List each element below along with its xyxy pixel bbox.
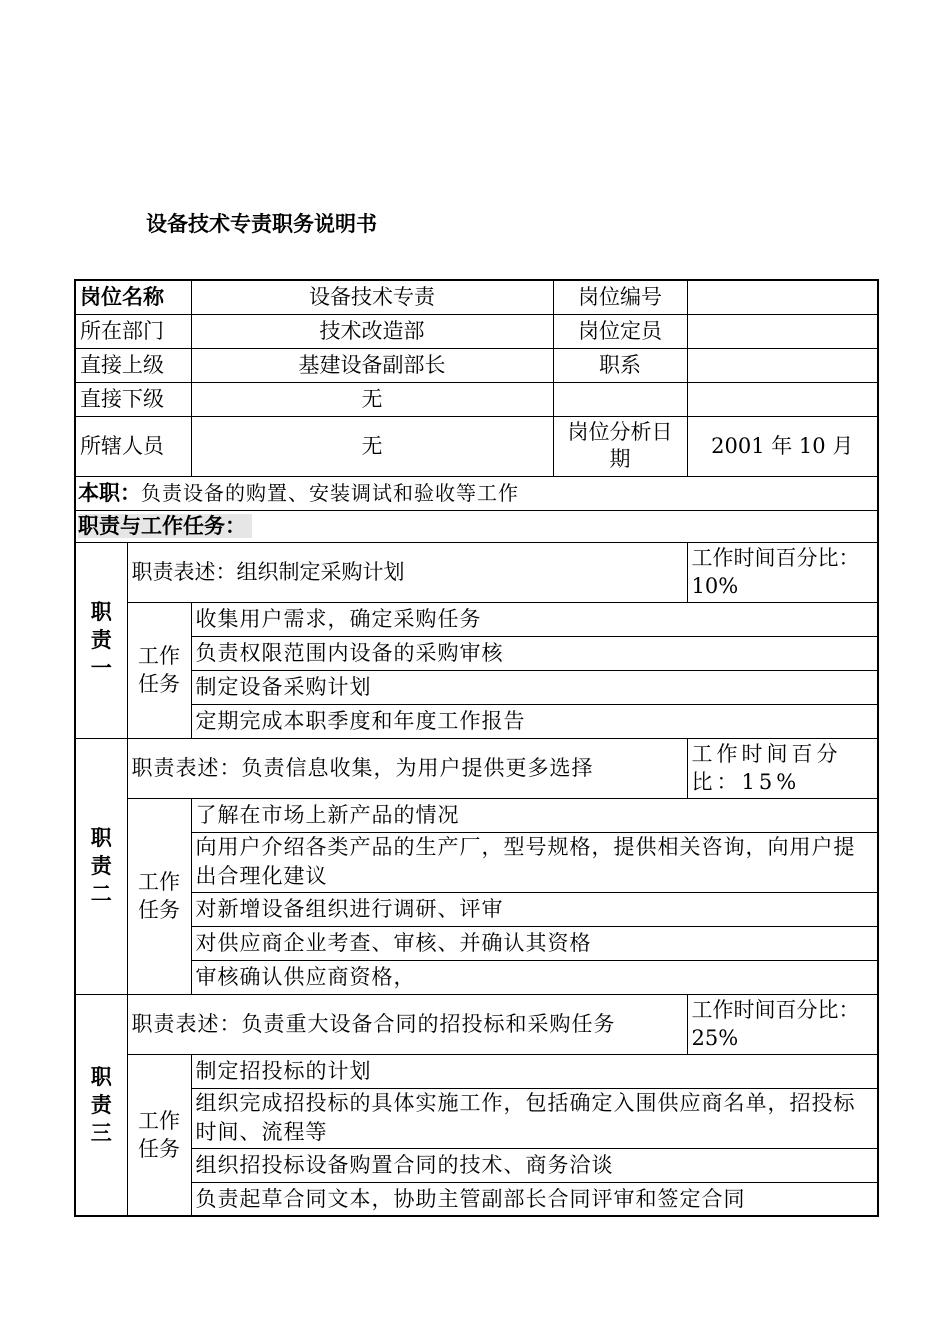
date-value: 2001 年 10 月 — [687, 416, 878, 476]
dept-label: 所在部门 — [75, 314, 191, 348]
staff-label: 所辖人员 — [75, 416, 191, 476]
series-value — [687, 348, 878, 382]
duty-3-task-1: 制定招投标的计划 — [191, 1054, 878, 1088]
duty-1-statement-row — [75, 542, 878, 602]
task-row — [75, 832, 878, 892]
duty-2-name-text: 职责二 — [90, 826, 112, 906]
duty-1-percent: 工作时间百分比：10% — [687, 542, 878, 602]
row-superior — [75, 348, 878, 382]
duty-1-statement: 职责表述：组织制定采购计划 — [127, 542, 687, 602]
row-post-name — [75, 280, 878, 314]
task-row — [75, 1054, 878, 1088]
staff-value: 无 — [191, 416, 553, 476]
job-description-table — [74, 279, 879, 1217]
duty-1-task-label-text: 工作任务 — [138, 644, 180, 696]
duty-3-percent: 工作时间百分比：25% — [687, 994, 878, 1054]
series-label: 职系 — [553, 348, 687, 382]
duty-1-task-label — [127, 602, 191, 738]
duty-1-task-3: 制定设备采购计划 — [191, 670, 878, 704]
duty-2-task-2: 向用户介绍各类产品的生产厂，型号规格，提供相关咨询，向用户提出合理化建议 — [191, 832, 878, 892]
date-label: 岗位分析日期 — [553, 416, 687, 476]
post-no-value — [687, 280, 878, 314]
duties-header-cell — [75, 510, 878, 542]
duty-1-name — [75, 542, 127, 738]
duties-header: 职责与工作任务： — [78, 514, 252, 538]
core-duty-label: 本职： — [78, 481, 141, 505]
post-name-label: 岗位名称 — [75, 280, 191, 314]
quota-label: 岗位定员 — [553, 314, 687, 348]
duty-2-percent: 工作时间百分比：15% — [687, 738, 878, 798]
duty-1-task-2: 负责权限范围内设备的采购审核 — [191, 636, 878, 670]
duty-3-statement: 职责表述：负责重大设备合同的招投标和采购任务 — [127, 994, 687, 1054]
quota-value — [687, 314, 878, 348]
subordinate-label: 直接下级 — [75, 382, 191, 416]
duty-1-task-1: 收集用户需求，确定采购任务 — [191, 602, 878, 636]
row-duties-header — [75, 510, 878, 542]
row-subordinate — [75, 382, 878, 416]
row-dept — [75, 314, 878, 348]
task-row — [75, 704, 878, 738]
dept-value: 技术改造部 — [191, 314, 553, 348]
duty-2-task-5: 审核确认供应商资格， — [191, 960, 878, 994]
duty-3-task-2: 组织完成招投标的具体实施工作，包括确定入围供应商名单，招投标时间、流程等 — [191, 1088, 878, 1148]
duty-2-name — [75, 738, 127, 994]
task-row — [75, 636, 878, 670]
row-staff — [75, 416, 878, 476]
core-duty — [75, 476, 878, 510]
row-core-duty — [75, 476, 878, 510]
task-row — [75, 798, 878, 832]
post-name-value: 设备技术专责 — [191, 280, 553, 314]
task-row — [75, 926, 878, 960]
duty-1-name-text: 职责一 — [90, 600, 112, 680]
duty-3-task-label — [127, 1054, 191, 1216]
task-row — [75, 670, 878, 704]
task-row — [75, 892, 878, 926]
duty-3-statement-row — [75, 994, 878, 1054]
duty-2-task-4: 对供应商企业考查、审核、并确认其资格 — [191, 926, 878, 960]
core-duty-value: 负责设备的购置、安装调试和验收等工作 — [141, 481, 519, 505]
duty-2-statement-row — [75, 738, 878, 798]
document-title: 设备技术专责职务说明书 — [146, 212, 377, 236]
duty-2-task-label — [127, 798, 191, 994]
post-no-label: 岗位编号 — [553, 280, 687, 314]
duty-3-name-text: 职责三 — [90, 1064, 112, 1145]
duty-3-task-4: 负责起草合同文本，协助主管副部长合同评审和签定合同 — [191, 1182, 878, 1216]
empty-cell — [553, 382, 687, 416]
duty-2-task-3: 对新增设备组织进行调研、评审 — [191, 892, 878, 926]
duty-3-task-3: 组织招投标设备购置合同的技术、商务洽谈 — [191, 1148, 878, 1182]
task-row — [75, 602, 878, 636]
duty-1-task-4: 定期完成本职季度和年度工作报告 — [191, 704, 878, 738]
task-row — [75, 1088, 878, 1148]
subordinate-value: 无 — [191, 382, 553, 416]
task-row — [75, 1182, 878, 1216]
duty-2-task-1: 了解在市场上新产品的情况 — [191, 798, 878, 832]
duty-2-statement: 职责表述：负责信息收集，为用户提供更多选择 — [127, 738, 687, 798]
empty-cell — [687, 382, 878, 416]
superior-value: 基建设备副部长 — [191, 348, 553, 382]
duty-2-task-label-text: 工作任务 — [138, 870, 180, 922]
task-row — [75, 1148, 878, 1182]
duty-3-name — [75, 994, 127, 1216]
duty-3-task-label-text: 工作任务 — [138, 1108, 180, 1161]
superior-label: 直接上级 — [75, 348, 191, 382]
task-row — [75, 960, 878, 994]
